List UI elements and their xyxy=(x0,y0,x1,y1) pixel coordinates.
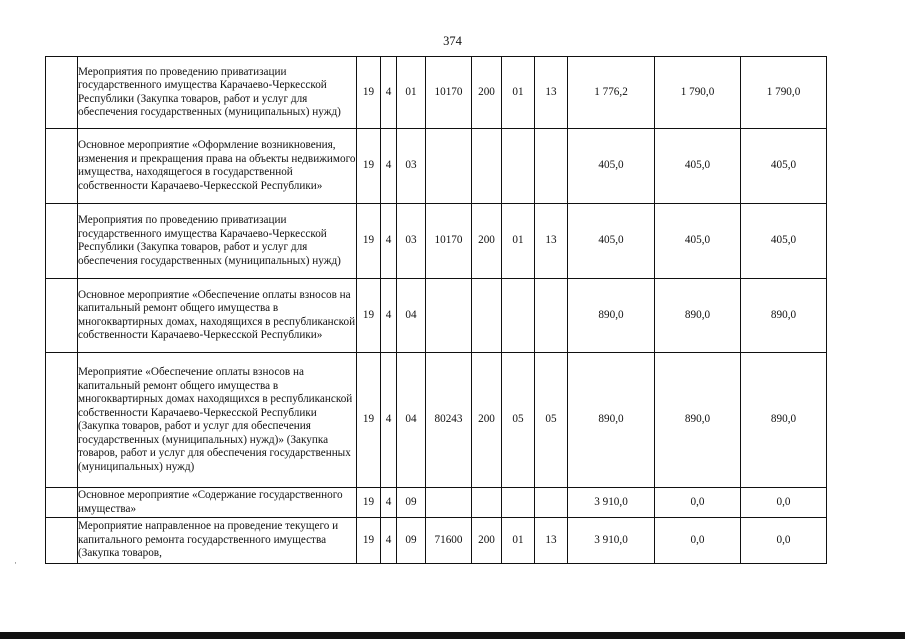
code-cell: 13 xyxy=(535,57,568,129)
amount-cell: 0,0 xyxy=(655,518,741,564)
code-cell: 80243 xyxy=(426,353,472,488)
description-cell: Мероприятие «Обеспечение оплаты взносов на капитальный ремонт общего имущества в многоквартирных домах находящихся в республиканской собственности Карачаево-Черкесской Республики (Закупка товаров, работ и услуг для обеспечения государственных (муниципальных) нужд)» (Закупка товаров, работ и услуг для обеспечения государственных (муниципальных) нужд) xyxy=(78,353,357,488)
code-cell: 01 xyxy=(397,57,426,129)
code-cell: 10170 xyxy=(426,57,472,129)
code-cell: 71600 xyxy=(426,518,472,564)
code-cell: 01 xyxy=(502,518,535,564)
table-row xyxy=(46,518,827,564)
amount-cell: 0,0 xyxy=(655,488,741,518)
amount-cell: 890,0 xyxy=(655,279,741,353)
code-cell: 19 xyxy=(357,204,381,279)
description-cell: Основное мероприятие «Содержание государственного имущества» xyxy=(78,488,357,518)
code-cell: 05 xyxy=(535,353,568,488)
bottom-edge xyxy=(0,632,905,639)
code-cell: 200 xyxy=(472,518,502,564)
code-cell: 19 xyxy=(357,129,381,204)
amount-cell: 405,0 xyxy=(741,129,827,204)
amount-cell: 405,0 xyxy=(741,204,827,279)
amount-cell: 890,0 xyxy=(741,279,827,353)
code-cell: 04 xyxy=(397,279,426,353)
index-cell xyxy=(46,488,78,518)
code-cell: 05 xyxy=(502,353,535,488)
table-row xyxy=(46,129,827,204)
code-cell xyxy=(502,279,535,353)
amount-cell: 0,0 xyxy=(741,488,827,518)
amount-cell: 890,0 xyxy=(568,353,655,488)
amount-cell: 405,0 xyxy=(568,204,655,279)
code-cell: 09 xyxy=(397,488,426,518)
amount-cell: 3 910,0 xyxy=(568,488,655,518)
amount-cell: 1 776,2 xyxy=(568,57,655,129)
code-cell: 200 xyxy=(472,204,502,279)
code-cell: 13 xyxy=(535,518,568,564)
index-cell xyxy=(46,353,78,488)
code-cell: 4 xyxy=(381,488,397,518)
description-cell: Мероприятия по проведению приватизации государственного имущества Карачаево-Черкесской Республики (Закупка товаров, работ и услуг для обеспечения государственных (муниципальных) нужд) xyxy=(78,204,357,279)
code-cell: 4 xyxy=(381,279,397,353)
code-cell: 4 xyxy=(381,353,397,488)
code-cell: 4 xyxy=(381,518,397,564)
code-cell xyxy=(472,488,502,518)
table-row xyxy=(46,353,827,488)
budget-table xyxy=(45,56,827,564)
code-cell: 09 xyxy=(397,518,426,564)
code-cell: 03 xyxy=(397,129,426,204)
code-cell: 01 xyxy=(502,204,535,279)
code-cell: 13 xyxy=(535,204,568,279)
amount-cell: 405,0 xyxy=(655,129,741,204)
table-row xyxy=(46,488,827,518)
code-cell xyxy=(472,279,502,353)
index-cell xyxy=(46,57,78,129)
amount-cell: 1 790,0 xyxy=(741,57,827,129)
code-cell: 200 xyxy=(472,353,502,488)
amount-cell: 405,0 xyxy=(655,204,741,279)
amount-cell: 0,0 xyxy=(741,518,827,564)
code-cell xyxy=(535,488,568,518)
amount-cell: 890,0 xyxy=(568,279,655,353)
code-cell: 03 xyxy=(397,204,426,279)
code-cell: 19 xyxy=(357,57,381,129)
code-cell: 4 xyxy=(381,129,397,204)
amount-cell: 890,0 xyxy=(741,353,827,488)
code-cell: 19 xyxy=(357,279,381,353)
code-cell xyxy=(426,279,472,353)
amount-cell: 405,0 xyxy=(568,129,655,204)
code-cell: 4 xyxy=(381,204,397,279)
code-cell xyxy=(502,488,535,518)
scan-mark: · xyxy=(14,558,17,568)
code-cell: 19 xyxy=(357,488,381,518)
amount-cell: 890,0 xyxy=(655,353,741,488)
code-cell xyxy=(502,129,535,204)
amount-cell: 3 910,0 xyxy=(568,518,655,564)
code-cell xyxy=(472,129,502,204)
code-cell: 19 xyxy=(357,353,381,488)
code-cell xyxy=(426,488,472,518)
code-cell: 200 xyxy=(472,57,502,129)
description-cell: Мероприятия по проведению приватизации государственного имущества Карачаево-Черкесской Республики (Закупка товаров, работ и услуг для обеспечения государственных (муниципальных) нужд) xyxy=(78,57,357,129)
code-cell: 04 xyxy=(397,353,426,488)
table-row xyxy=(46,57,827,129)
description-cell: Основное мероприятие «Оформление возникновения, изменения и прекращения права на объекты недвижимого имущества, находящегося в государственной собственности Карачаево-Черкесской Республики» xyxy=(78,129,357,204)
code-cell xyxy=(535,279,568,353)
description-cell: Мероприятие направленное на проведение текущего и капитального ремонта государственного имущества (Закупка товаров, xyxy=(78,518,357,564)
code-cell xyxy=(535,129,568,204)
code-cell: 4 xyxy=(381,57,397,129)
index-cell xyxy=(46,279,78,353)
code-cell: 10170 xyxy=(426,204,472,279)
table-row xyxy=(46,204,827,279)
index-cell xyxy=(46,518,78,564)
page-number: 374 xyxy=(443,34,462,48)
code-cell: 01 xyxy=(502,57,535,129)
table-row xyxy=(46,279,827,353)
index-cell xyxy=(46,204,78,279)
amount-cell: 1 790,0 xyxy=(655,57,741,129)
description-cell: Основное мероприятие «Обеспечение оплаты взносов на капитальный ремонт общего имущества в многоквартирных домах, находящихся в республиканской собственности Карачаево-Черкесской Республики» xyxy=(78,279,357,353)
code-cell: 19 xyxy=(357,518,381,564)
index-cell xyxy=(46,129,78,204)
code-cell xyxy=(426,129,472,204)
